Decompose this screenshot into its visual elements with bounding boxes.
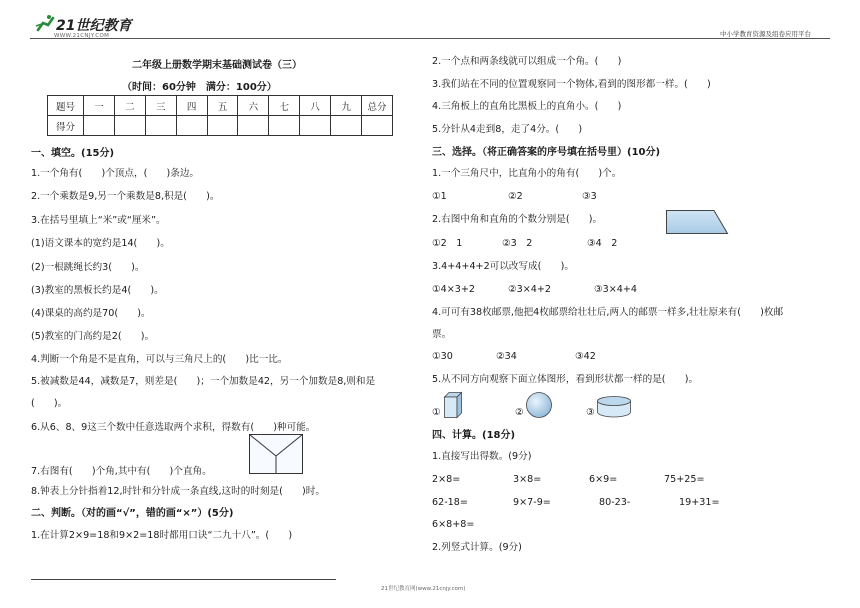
question: 2.一个点和两条线就可以组成一个角。( ) [432, 56, 622, 67]
question: 3.4+4+4+2可以改写成( )。 [432, 261, 574, 272]
sphere-figure-icon [526, 392, 552, 418]
option: ② [515, 407, 524, 418]
option: ① [432, 407, 441, 418]
score-input-cell[interactable] [331, 116, 362, 136]
question: ( )。 [31, 398, 68, 409]
question: 4.判断一个角是不是直角，可以与三角尺上的( )比一比。 [31, 354, 288, 365]
score-input-cell[interactable] [176, 116, 207, 136]
calc-item: 80-23- [599, 497, 631, 508]
page-subtitle: （时间：60分钟 满分：100分） [122, 82, 277, 93]
calc-item: 75+25= [664, 474, 705, 485]
question: 5.被减数是44，减数是7，则差是( )；一个加数是42，另一个加数是8,则和是 [31, 376, 376, 387]
option: ②3 2 [502, 238, 533, 249]
angle-figure-icon [249, 434, 303, 474]
question: 1.在计算2×9=18和9×2=18时都用口诀“二九十八”。( ) [31, 530, 293, 541]
question: 3.在括号里填上“米”或“厘米”。 [31, 215, 166, 226]
option: ①4×3+2 [432, 284, 475, 295]
score-input-cell[interactable] [114, 116, 145, 136]
score-cell: 得分 [48, 116, 84, 136]
question: 1.一个角有( )个顶点，( )条边。 [31, 168, 200, 179]
calc-item: 62-18= [432, 497, 468, 508]
question: 3.我们站在不同的位置观察同一个物体,看到的图形都一样。( ) [432, 79, 711, 90]
option: ②2 [508, 191, 523, 202]
question: 5.从不同方向观察下面立体图形，看到形状都一样的是( )。 [432, 374, 699, 385]
option: ③42 [575, 351, 596, 362]
score-input-cell[interactable] [362, 116, 393, 136]
score-input-cell[interactable] [207, 116, 238, 136]
score-table [47, 95, 393, 136]
score-input-cell[interactable] [300, 116, 331, 136]
option: ①30 [432, 351, 453, 362]
score-input-cell[interactable] [145, 116, 176, 136]
calc-item: 6×9= [589, 474, 618, 485]
section-calculation: 四、计算。(18分) [432, 430, 516, 441]
score-input-cell[interactable] [269, 116, 300, 136]
score-cell: 总分 [362, 96, 393, 116]
page-title: 二年级上册数学期末基础测试卷（三） [132, 60, 302, 71]
option: ②3×4+2 [508, 284, 551, 295]
question: 2.列竖式计算。(9分) [432, 542, 522, 553]
question: 8.钟表上分针指着12,时针和分针成一条直线,这时的时刻是( )时。 [31, 486, 325, 497]
score-cell: 八 [300, 96, 331, 116]
section-true-false: 二、判断。（对的画“√”，错的画“×”）(5分) [31, 508, 234, 519]
option: ②34 [496, 351, 517, 362]
option: ③3 [582, 191, 597, 202]
footer-divider [31, 579, 336, 580]
question: (5)教室的门高约是2( )。 [31, 331, 155, 342]
header-divider [30, 38, 830, 39]
option: ③4 2 [587, 238, 618, 249]
question: 6.从6、8、9这三个数中任意选取两个求积，得数有( )种可能。 [31, 422, 316, 433]
score-cell: 五 [207, 96, 238, 116]
score-cell: 六 [238, 96, 269, 116]
question: 7.右图有( )个角,其中有( )个直角。 [31, 466, 212, 477]
score-cell: 七 [269, 96, 300, 116]
question: 2.右图中角和直角的个数分别是( )。 [432, 214, 603, 225]
option: ③ [586, 407, 595, 418]
question: (1)语文课本的宽约是14( )。 [31, 238, 170, 249]
cuboid-figure-icon [444, 392, 462, 418]
calc-item: 6×8+8= [432, 519, 475, 530]
question: 2.一个乘数是9,另一个乘数是8,积是( )。 [31, 191, 220, 202]
score-input-cell[interactable] [238, 116, 269, 136]
calc-item: 19+31= [679, 497, 720, 508]
calc-item: 2×8= [432, 474, 461, 485]
trapezoid-figure-icon [666, 210, 728, 234]
logo-sub: WWW.21CNJY.COM [54, 33, 110, 39]
score-cell: 九 [331, 96, 362, 116]
section-choice: 三、选择。（将正确答案的序号填在括号里）(10分) [432, 147, 661, 158]
section-fill-blank: 一、填空。(15分) [31, 148, 115, 159]
footer-text: 21世纪教育网(www.21cnjy.com) [381, 586, 466, 592]
question: 4.三角板上的直角比黑板上的直角小。( ) [432, 101, 622, 112]
score-table-header-row [48, 96, 393, 116]
question: 1.一个三角尺中，比直角小的角有( )个。 [432, 168, 622, 179]
score-input-cell[interactable] [84, 116, 115, 136]
option: ①2 1 [432, 238, 463, 249]
option: ①1 [432, 191, 447, 202]
question: (3)教室的黑板长约是4( )。 [31, 285, 164, 296]
question: 5.分针从4走到8，走了4分。( ) [432, 124, 583, 135]
cylinder-figure-icon [597, 396, 631, 418]
question: 票。 [432, 329, 452, 340]
question: (2)一根跳绳长约3( )。 [31, 262, 145, 273]
score-cell: 一 [84, 96, 115, 116]
score-cell: 二 [114, 96, 145, 116]
platform-label: 中小学教育资源及组卷应用平台 [720, 30, 811, 38]
score-cell: 三 [145, 96, 176, 116]
logo-text: 21世纪教育 [56, 18, 132, 34]
question: 1.直接写出得数。(9分) [432, 451, 532, 462]
score-cell: 四 [176, 96, 207, 116]
calc-item: 9×7-9= [513, 497, 551, 508]
option: ③3×4+4 [594, 284, 637, 295]
runner-logo-icon [34, 14, 56, 34]
question: 4.可可有38枚邮票,他把4枚邮票给壮壮后,两人的邮票一样多,壮壮原来有( )枚邮 [432, 307, 784, 318]
score-table-score-row [48, 116, 393, 136]
score-cell: 题号 [48, 96, 84, 116]
question: (4)课桌的高约是70( )。 [31, 308, 151, 319]
calc-item: 3×8= [513, 474, 542, 485]
